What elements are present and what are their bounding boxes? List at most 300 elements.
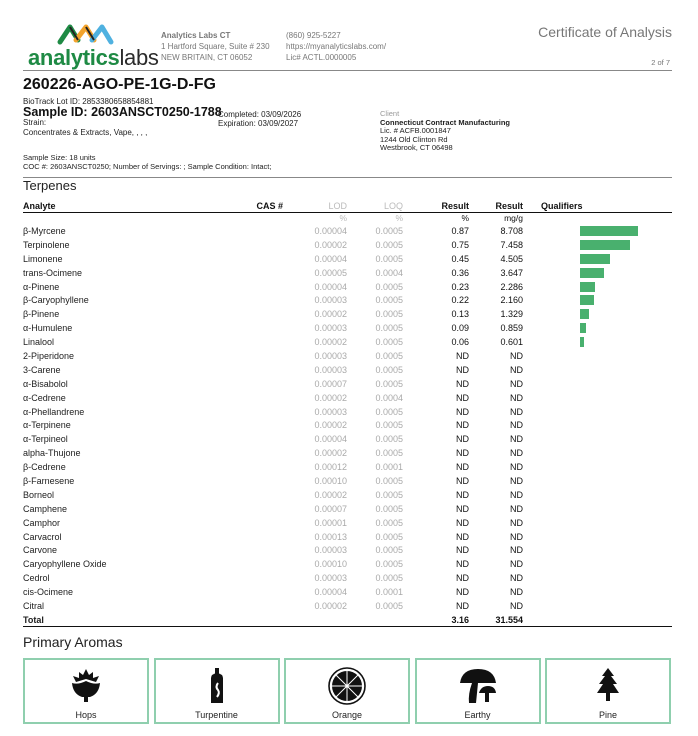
primary-aromas bbox=[23, 658, 673, 724]
result-pct: ND bbox=[456, 503, 469, 514]
cas-number bbox=[223, 321, 283, 335]
client-address-line2: Westbrook, CT 06498 bbox=[380, 143, 453, 152]
result-pct: ND bbox=[456, 573, 469, 584]
result-pct: ND bbox=[456, 406, 469, 417]
loq-value: 0.0005 bbox=[375, 309, 403, 320]
concentration-bar bbox=[580, 254, 610, 264]
analyte-name: Camphor bbox=[23, 517, 61, 528]
result-pct: ND bbox=[456, 559, 469, 570]
aroma-label: Turpentine bbox=[195, 710, 238, 720]
terpenes-section-title: Terpenes bbox=[23, 178, 77, 193]
loq-value: 0.0005 bbox=[375, 239, 403, 250]
cas-number bbox=[223, 432, 283, 446]
header-analyte: Analyte bbox=[23, 200, 223, 212]
loq-value: 0.0005 bbox=[375, 475, 403, 486]
loq-value: 0.0005 bbox=[375, 406, 403, 417]
qualifier-cell bbox=[523, 307, 672, 321]
cas-number bbox=[223, 377, 283, 391]
lod-value: 0.00002 bbox=[314, 239, 347, 250]
analyte-name: 3-Carene bbox=[23, 364, 61, 375]
qualifier-cell bbox=[523, 418, 672, 432]
loq-value: 0.0005 bbox=[375, 531, 403, 542]
qualifier-cell bbox=[523, 280, 672, 294]
loq-value: 0.0005 bbox=[375, 559, 403, 570]
biotrack-lot-id: BioTrack Lot ID: 2853380658854881 bbox=[23, 97, 154, 106]
cas-number bbox=[223, 405, 283, 419]
analyte-name: Carvone bbox=[23, 545, 58, 556]
cas-number bbox=[223, 585, 283, 599]
result-mg: 0.859 bbox=[500, 323, 523, 334]
result-pct: ND bbox=[456, 448, 469, 459]
lod-value: 0.00003 bbox=[314, 350, 347, 361]
result-pct: ND bbox=[456, 587, 469, 598]
loq-value: 0.0005 bbox=[375, 448, 403, 459]
loq-value: 0.0005 bbox=[375, 600, 403, 611]
result-mg: ND bbox=[510, 448, 523, 459]
lab-address-line1: 1 Hartford Square, Suite # 230 bbox=[161, 42, 270, 51]
result-mg: 2.286 bbox=[500, 281, 523, 292]
table-row bbox=[23, 391, 672, 405]
analyte-name: β-Farnesene bbox=[23, 475, 75, 486]
result-pct: 0.36 bbox=[451, 267, 469, 278]
qualifier-cell bbox=[523, 335, 672, 349]
strain-label: Strain: bbox=[23, 118, 47, 127]
result-mg: ND bbox=[510, 587, 523, 598]
total-pct: 3.16 bbox=[403, 613, 469, 627]
result-mg: ND bbox=[510, 517, 523, 528]
aroma-label: Orange bbox=[331, 710, 363, 720]
terpenes-table-body bbox=[23, 224, 672, 627]
result-mg: ND bbox=[510, 545, 523, 556]
aroma-label: Earthy bbox=[464, 710, 491, 720]
qualifier-cell bbox=[523, 405, 672, 419]
terpenes-table bbox=[23, 200, 672, 627]
table-row bbox=[23, 224, 672, 238]
lod-value: 0.00002 bbox=[314, 392, 347, 403]
qualifier-cell bbox=[523, 377, 672, 391]
result-mg: 4.505 bbox=[500, 253, 523, 264]
loq-value: 0.0005 bbox=[375, 517, 403, 528]
loq-value: 0.0005 bbox=[375, 489, 403, 500]
cas-number bbox=[223, 280, 283, 294]
table-row bbox=[23, 432, 672, 446]
unit-loq: % bbox=[395, 213, 403, 224]
client-label: Client bbox=[380, 109, 400, 118]
result-pct: 0.75 bbox=[451, 239, 469, 250]
analyte-name: 2-Piperidone bbox=[23, 350, 75, 361]
lod-value: 0.00004 bbox=[314, 253, 347, 264]
analyte-name: β-Caryophyllene bbox=[23, 295, 89, 306]
coc-info: COC #: 2603ANSCT0250; Number of Servings: ; Sample Condition: Intact; bbox=[23, 161, 272, 171]
table-row bbox=[23, 377, 672, 391]
analyte-name: Caryophyllene Oxide bbox=[23, 559, 107, 570]
total-mg: 31.554 bbox=[469, 613, 523, 627]
result-mg: 1.329 bbox=[500, 309, 523, 320]
cas-number bbox=[223, 307, 283, 321]
result-mg: 0.601 bbox=[500, 337, 523, 348]
cas-number bbox=[223, 391, 283, 405]
client-name: Connecticut Contract Manufacturing bbox=[380, 117, 511, 127]
loq-value: 0.0004 bbox=[375, 267, 403, 278]
cas-number bbox=[223, 418, 283, 432]
analyte-name: α-Pinene bbox=[23, 281, 60, 292]
qualifier-cell bbox=[523, 293, 672, 307]
qualifier-cell bbox=[523, 349, 672, 363]
cas-number bbox=[223, 571, 283, 585]
expiration-date: Expiration: 03/09/2027 bbox=[218, 119, 299, 128]
loq-value: 0.0005 bbox=[375, 364, 403, 375]
qualifier-cell bbox=[523, 432, 672, 446]
result-mg: 3.647 bbox=[500, 267, 523, 278]
cas-number bbox=[223, 363, 283, 377]
qualifier-cell bbox=[523, 599, 672, 613]
orange-slice-icon bbox=[327, 666, 367, 706]
total-row bbox=[23, 613, 672, 627]
result-mg: ND bbox=[510, 559, 523, 570]
lod-value: 0.00002 bbox=[314, 337, 347, 348]
result-mg: ND bbox=[510, 503, 523, 514]
sample-dates bbox=[218, 110, 301, 128]
table-row bbox=[23, 502, 672, 516]
lod-value: 0.00007 bbox=[314, 378, 347, 389]
header-result-mg: Result bbox=[469, 200, 523, 212]
analyte-name: Cedrol bbox=[23, 573, 50, 584]
cas-number bbox=[223, 474, 283, 488]
sample-category: Concentrates & Extracts, Vape, , , , bbox=[23, 128, 148, 137]
header-qualifiers: Qualifiers bbox=[523, 200, 672, 212]
aroma-card-orange bbox=[284, 658, 410, 724]
lod-value: 0.00003 bbox=[314, 323, 347, 334]
qualifier-cell bbox=[523, 571, 672, 585]
result-mg: ND bbox=[510, 600, 523, 611]
table-row bbox=[23, 307, 672, 321]
lod-value: 0.00001 bbox=[314, 517, 347, 528]
aroma-card-earthy bbox=[415, 658, 541, 724]
aroma-label: Hops bbox=[75, 710, 97, 720]
result-mg: ND bbox=[510, 420, 523, 431]
result-pct: ND bbox=[456, 420, 469, 431]
page-header bbox=[0, 0, 698, 72]
unit-mg: mg/g bbox=[504, 213, 523, 224]
table-row bbox=[23, 335, 672, 349]
mushroom-icon bbox=[458, 666, 498, 706]
hops-icon bbox=[66, 666, 106, 706]
result-pct: ND bbox=[456, 600, 469, 611]
lod-value: 0.00005 bbox=[314, 267, 347, 278]
result-pct: 0.09 bbox=[451, 323, 469, 334]
pine-tree-icon bbox=[588, 666, 628, 706]
cas-number bbox=[223, 446, 283, 460]
analyte-name: Terpinolene bbox=[23, 239, 70, 250]
result-mg: ND bbox=[510, 392, 523, 403]
analyte-name: α-Phellandrene bbox=[23, 406, 85, 417]
unit-lod: % bbox=[339, 213, 347, 224]
table-row bbox=[23, 293, 672, 307]
cas-number bbox=[223, 238, 283, 252]
logo-wordmark bbox=[28, 45, 159, 71]
header-loq: LOQ bbox=[347, 200, 403, 212]
qualifier-cell bbox=[523, 321, 672, 335]
lod-value: 0.00003 bbox=[314, 295, 347, 306]
cas-number bbox=[223, 293, 283, 307]
qualifier-cell bbox=[523, 502, 672, 516]
table-row bbox=[23, 557, 672, 571]
header-cas: CAS # bbox=[223, 200, 283, 212]
cas-number bbox=[223, 266, 283, 280]
concentration-bar bbox=[580, 337, 584, 347]
logo-mark-icon bbox=[56, 22, 116, 46]
qualifier-cell bbox=[523, 238, 672, 252]
analyte-name: Citral bbox=[23, 600, 45, 611]
table-row bbox=[23, 349, 672, 363]
lod-value: 0.00007 bbox=[314, 503, 347, 514]
loq-value: 0.0005 bbox=[375, 295, 403, 306]
result-mg: ND bbox=[510, 350, 523, 361]
loq-value: 0.0005 bbox=[375, 573, 403, 584]
analyte-name: alpha-Thujone bbox=[23, 448, 81, 459]
loq-value: 0.0005 bbox=[375, 323, 403, 334]
lod-value: 0.00004 bbox=[314, 434, 347, 445]
total-label: Total bbox=[23, 613, 223, 627]
result-mg: ND bbox=[510, 573, 523, 584]
lab-address bbox=[161, 30, 270, 63]
analyte-name: α-Cedrene bbox=[23, 392, 66, 403]
result-pct: ND bbox=[456, 462, 469, 473]
result-pct: ND bbox=[456, 489, 469, 500]
result-pct: ND bbox=[456, 475, 469, 486]
qualifier-cell bbox=[523, 391, 672, 405]
table-row bbox=[23, 543, 672, 557]
lod-value: 0.00004 bbox=[314, 587, 347, 598]
result-pct: ND bbox=[456, 434, 469, 445]
aroma-card-turpentine bbox=[154, 658, 280, 724]
lab-name: Analytics Labs CT bbox=[161, 31, 231, 40]
sample-id: Sample ID: 2603ANSCT0250-1788 bbox=[23, 105, 222, 119]
result-mg: ND bbox=[510, 489, 523, 500]
loq-value: 0.0001 bbox=[375, 587, 403, 598]
cas-number bbox=[223, 599, 283, 613]
table-row bbox=[23, 530, 672, 544]
result-pct: 0.45 bbox=[451, 253, 469, 264]
lod-value: 0.00012 bbox=[314, 462, 347, 473]
result-pct: ND bbox=[456, 392, 469, 403]
table-row bbox=[23, 460, 672, 474]
lod-value: 0.00003 bbox=[314, 573, 347, 584]
loq-value: 0.0001 bbox=[375, 462, 403, 473]
analyte-name: trans-Ocimene bbox=[23, 267, 83, 278]
table-row bbox=[23, 599, 672, 613]
table-row bbox=[23, 252, 672, 266]
analyte-name: Linalool bbox=[23, 337, 55, 348]
table-row bbox=[23, 418, 672, 432]
client-license: Lic. # ACFB.0001847 bbox=[380, 126, 451, 135]
table-row bbox=[23, 266, 672, 280]
result-pct: ND bbox=[456, 545, 469, 556]
loq-value: 0.0004 bbox=[375, 392, 403, 403]
cas-number bbox=[223, 557, 283, 571]
analyte-name: β-Myrcene bbox=[23, 225, 66, 236]
table-row bbox=[23, 585, 672, 599]
concentration-bar bbox=[580, 268, 604, 278]
sample-details bbox=[23, 154, 271, 171]
analyte-name: β-Cedrene bbox=[23, 462, 66, 473]
header-result-pct: Result bbox=[403, 200, 469, 212]
lod-value: 0.00002 bbox=[314, 600, 347, 611]
table-header-row bbox=[23, 200, 672, 212]
qualifier-cell bbox=[523, 363, 672, 377]
lod-value: 0.00002 bbox=[314, 309, 347, 320]
lab-phone: (860) 925-5227 bbox=[286, 31, 341, 40]
concentration-bar bbox=[580, 309, 589, 319]
lod-value: 0.00004 bbox=[314, 281, 347, 292]
table-row bbox=[23, 321, 672, 335]
table-row bbox=[23, 280, 672, 294]
loq-value: 0.0005 bbox=[375, 545, 403, 556]
table-row bbox=[23, 474, 672, 488]
aroma-card-pine bbox=[545, 658, 671, 724]
lab-license: Lic# ACTL.0000005 bbox=[286, 53, 357, 62]
document-title: Certificate of Analysis bbox=[538, 24, 672, 40]
client-address-line1: 1244 Old Clinton Rd bbox=[380, 134, 448, 144]
qualifier-cell bbox=[523, 516, 672, 530]
result-pct: ND bbox=[456, 364, 469, 375]
result-mg: ND bbox=[510, 475, 523, 486]
completed-date: Completed: 03/09/2026 bbox=[218, 110, 302, 119]
sample-size: Sample Size: 18 units bbox=[23, 153, 96, 162]
page-number: 2 of 7 bbox=[651, 58, 670, 67]
qualifier-cell bbox=[523, 266, 672, 280]
result-pct: ND bbox=[456, 531, 469, 542]
loq-value: 0.0005 bbox=[375, 337, 403, 348]
analyte-name: α-Bisabolol bbox=[23, 378, 68, 389]
lod-value: 0.00002 bbox=[314, 489, 347, 500]
concentration-bar bbox=[580, 323, 586, 333]
cas-number bbox=[223, 460, 283, 474]
result-pct: 0.22 bbox=[451, 295, 469, 306]
lab-address-line2: NEW BRITAIN, CT 06052 bbox=[161, 53, 253, 62]
result-mg: ND bbox=[510, 462, 523, 473]
table-row bbox=[23, 488, 672, 502]
qualifier-cell bbox=[523, 543, 672, 557]
lod-value: 0.00004 bbox=[314, 225, 347, 236]
loq-value: 0.0005 bbox=[375, 225, 403, 236]
qualifier-cell bbox=[523, 530, 672, 544]
result-mg: ND bbox=[510, 434, 523, 445]
qualifier-cell bbox=[523, 488, 672, 502]
unit-pct: % bbox=[461, 213, 469, 224]
header-divider bbox=[23, 70, 672, 71]
cas-number bbox=[223, 349, 283, 363]
concentration-bar bbox=[580, 240, 630, 250]
result-pct: ND bbox=[456, 517, 469, 528]
result-pct: 0.23 bbox=[451, 281, 469, 292]
result-pct: ND bbox=[456, 378, 469, 389]
logo-text-analytics: analytics bbox=[28, 45, 120, 70]
lod-value: 0.00010 bbox=[314, 475, 347, 486]
lod-value: 0.00010 bbox=[314, 559, 347, 570]
analyte-name: Carvacrol bbox=[23, 531, 62, 542]
result-mg: 7.458 bbox=[500, 239, 523, 250]
concentration-bar bbox=[580, 282, 595, 292]
aroma-card-hops bbox=[23, 658, 149, 724]
table-row bbox=[23, 571, 672, 585]
analyte-name: Limonene bbox=[23, 253, 63, 264]
client-info bbox=[380, 110, 510, 153]
result-pct: 0.87 bbox=[451, 225, 469, 236]
section-divider bbox=[23, 177, 672, 178]
lab-contact bbox=[286, 30, 386, 63]
result-mg: ND bbox=[510, 364, 523, 375]
turpentine-bottle-icon bbox=[197, 666, 237, 706]
lod-value: 0.00013 bbox=[314, 531, 347, 542]
sample-title: 260226-AGO-PE-1G-D-FG bbox=[23, 76, 216, 93]
analyte-name: α-Terpineol bbox=[23, 434, 68, 445]
analytics-labs-logo bbox=[28, 22, 158, 70]
strain-info bbox=[23, 118, 147, 138]
table-row bbox=[23, 363, 672, 377]
loq-value: 0.0005 bbox=[375, 281, 403, 292]
qualifier-cell bbox=[523, 460, 672, 474]
primary-aromas-title: Primary Aromas bbox=[23, 634, 123, 650]
result-mg: ND bbox=[510, 531, 523, 542]
cas-number bbox=[223, 224, 283, 238]
result-mg: 2.160 bbox=[500, 295, 523, 306]
analyte-name: Camphene bbox=[23, 503, 68, 514]
table-units-row bbox=[23, 212, 672, 224]
lab-website-link[interactable]: https://myanalyticslabs.com/ bbox=[286, 42, 387, 51]
aroma-label: Pine bbox=[598, 710, 617, 720]
cas-number bbox=[223, 516, 283, 530]
result-pct: 0.13 bbox=[451, 309, 469, 320]
lod-value: 0.00002 bbox=[314, 420, 347, 431]
loq-value: 0.0005 bbox=[375, 253, 403, 264]
table-row bbox=[23, 238, 672, 252]
lod-value: 0.00003 bbox=[314, 364, 347, 375]
qualifier-cell bbox=[523, 474, 672, 488]
result-mg: ND bbox=[510, 378, 523, 389]
analyte-name: α-Terpinene bbox=[23, 420, 71, 431]
qualifier-cell bbox=[523, 446, 672, 460]
analyte-name: α-Humulene bbox=[23, 323, 73, 334]
concentration-bar bbox=[580, 295, 594, 305]
concentration-bar bbox=[580, 226, 638, 236]
analyte-name: Borneol bbox=[23, 489, 55, 500]
cas-number bbox=[223, 502, 283, 516]
result-mg: ND bbox=[510, 406, 523, 417]
result-pct: ND bbox=[456, 350, 469, 361]
loq-value: 0.0005 bbox=[375, 378, 403, 389]
qualifier-cell bbox=[523, 252, 672, 266]
loq-value: 0.0005 bbox=[375, 420, 403, 431]
result-mg: 8.708 bbox=[500, 225, 523, 236]
header-lod: LOD bbox=[283, 200, 347, 212]
analyte-name: cis-Ocimene bbox=[23, 587, 74, 598]
loq-value: 0.0005 bbox=[375, 434, 403, 445]
loq-value: 0.0005 bbox=[375, 350, 403, 361]
table-row bbox=[23, 446, 672, 460]
lod-value: 0.00003 bbox=[314, 406, 347, 417]
table-row bbox=[23, 516, 672, 530]
qualifier-cell bbox=[523, 557, 672, 571]
qualifier-cell bbox=[523, 585, 672, 599]
table-row bbox=[23, 405, 672, 419]
cas-number bbox=[223, 543, 283, 557]
lod-value: 0.00002 bbox=[314, 448, 347, 459]
result-pct: 0.06 bbox=[451, 337, 469, 348]
logo-text-labs: labs bbox=[119, 45, 159, 70]
cas-number bbox=[223, 252, 283, 266]
cas-number bbox=[223, 335, 283, 349]
